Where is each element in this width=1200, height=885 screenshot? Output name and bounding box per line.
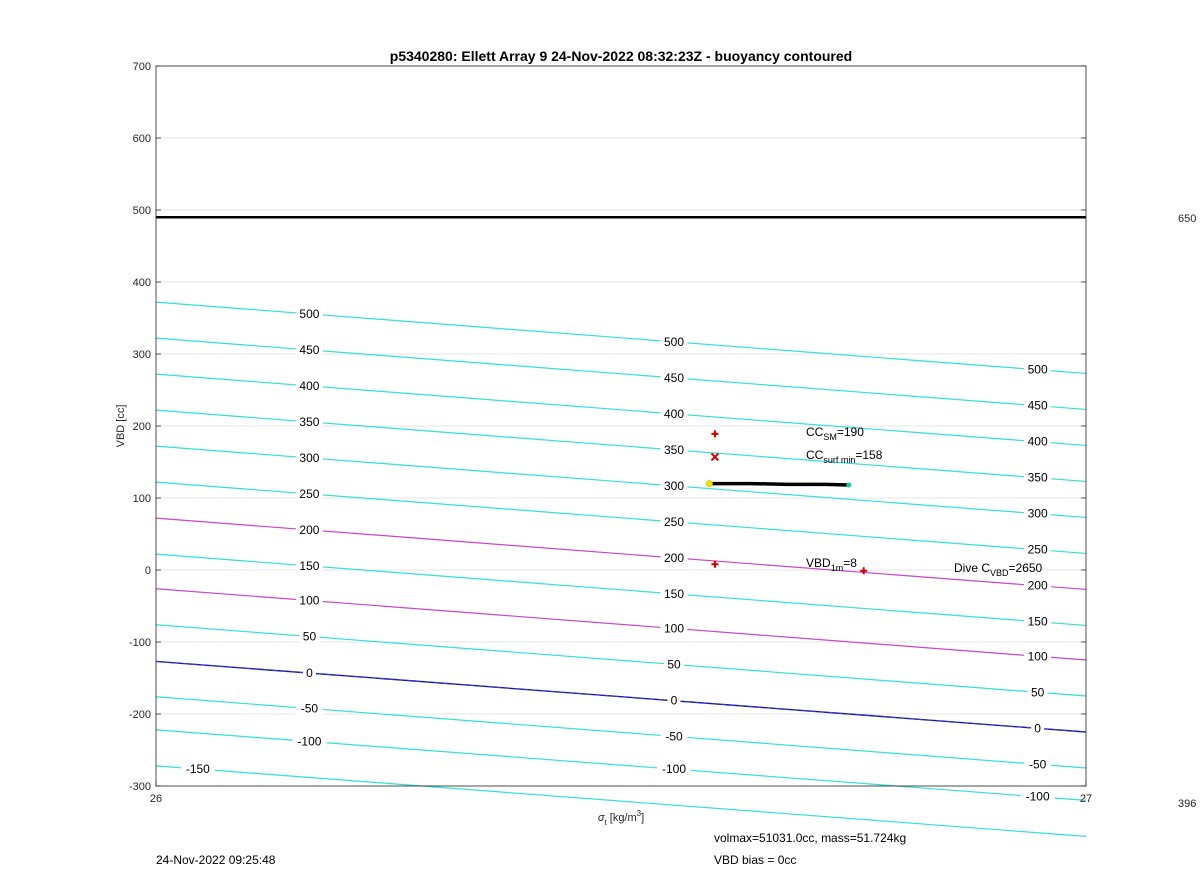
contour-label-1-450: 450 xyxy=(663,370,685,385)
y-tick-label-600: 600 xyxy=(132,133,151,145)
marker-label-pre: Dive C xyxy=(954,561,991,575)
contour-label-1-50: 50 xyxy=(667,657,681,672)
contour-label-1-200: 200 xyxy=(663,550,685,565)
marker-label-post: =158 xyxy=(855,448,883,462)
y-tick-label--100: -100 xyxy=(128,637,151,649)
contour-label-1-350: 350 xyxy=(663,442,685,457)
marker-label-post: =190 xyxy=(836,425,864,439)
contour-label-0-0: 0 xyxy=(306,666,313,681)
contour-label-2-50: 50 xyxy=(1030,685,1045,700)
contour-label-1-400: 400 xyxy=(663,406,685,421)
contour-label-2-250: 250 xyxy=(1027,542,1048,557)
marker-label-pre: CC xyxy=(806,425,824,439)
contour-label-0-300: 300 xyxy=(299,450,320,465)
marker-label-post: =2650 xyxy=(1008,561,1043,575)
contour-label-2-150: 150 xyxy=(1027,614,1048,629)
x-tick-label-26: 26 xyxy=(149,793,163,805)
contour-label-1--100: -100 xyxy=(661,762,687,777)
contour-label-1-100: 100 xyxy=(663,621,685,636)
contour-label-0-500: 500 xyxy=(299,306,320,321)
marker-label-sub: VBD xyxy=(990,568,1009,578)
marker-label-post: =8 xyxy=(843,556,857,570)
x-axis-label-superscript: 3 xyxy=(636,809,642,818)
dive-track-end xyxy=(846,483,851,488)
y-tick-label-500: 500 xyxy=(132,205,151,217)
contour-label-0-400: 400 xyxy=(299,378,320,393)
contour-label-2-450: 450 xyxy=(1027,398,1048,413)
contour-label-0--100: -100 xyxy=(297,734,322,749)
x-axis-label-unit: [kg/m xyxy=(606,812,637,824)
contour-label-0--50: -50 xyxy=(300,701,319,716)
marker-label-pre: CC xyxy=(806,448,824,462)
y-tick-label--200: -200 xyxy=(128,709,151,721)
contour-label-2-500: 500 xyxy=(1027,362,1048,377)
contour-label-1-250: 250 xyxy=(663,514,685,529)
marker-label-sub: 1m xyxy=(830,563,844,573)
contour-label-2--100: -100 xyxy=(1025,789,1050,804)
contour-label-1-300: 300 xyxy=(663,478,685,493)
contour-label-2-0: 0 xyxy=(1034,721,1041,736)
y-tick-label-200: 200 xyxy=(132,421,151,433)
contour-label-1-500: 500 xyxy=(663,334,685,349)
contour-label-1--50: -50 xyxy=(665,729,683,744)
contour-label-0-200: 200 xyxy=(299,522,320,537)
dive-track-line xyxy=(709,484,849,485)
x-axis-label-symbol: σ xyxy=(597,812,605,824)
contour-label-0-150: 150 xyxy=(299,558,320,573)
y-tick-label-700: 700 xyxy=(132,61,151,73)
footer-volmax: volmax=51031.0cc, mass=51.724kg xyxy=(714,831,907,845)
footer-timestamp: 24-Nov-2022 09:25:48 xyxy=(156,853,276,867)
right-label-bottom: 396 xyxy=(1178,798,1197,810)
y-tick-label--300: -300 xyxy=(128,781,151,793)
y-tick-label-0: 0 xyxy=(144,565,151,577)
contour-label-2-100: 100 xyxy=(1027,649,1048,664)
marker-label-pre: VBD xyxy=(806,556,831,570)
chart-title: p5340280: Ellett Array 9 24-Nov-2022 08:32:23Z - buoyancy contoured xyxy=(389,48,853,64)
contour-label-2--50: -50 xyxy=(1028,757,1047,772)
contour-label-0-100: 100 xyxy=(299,593,320,608)
contour-label-2-350: 350 xyxy=(1027,470,1048,485)
right-label-top: 650 xyxy=(1178,213,1197,225)
x-axis-label-close: ] xyxy=(641,812,645,824)
contour-label-1-150: 150 xyxy=(663,586,685,601)
contour-label-2-400: 400 xyxy=(1027,434,1048,449)
y-axis-label: VBD [cc] xyxy=(115,404,127,448)
contour-label-0-250: 250 xyxy=(299,486,320,501)
x-tick-label-27: 27 xyxy=(1079,793,1093,805)
x-axis-label-subscript: t xyxy=(604,818,607,827)
contour-label-0-350: 350 xyxy=(299,414,320,429)
footer-vbd-bias: VBD bias = 0cc xyxy=(714,853,797,867)
contour-label-0-450: 450 xyxy=(299,342,320,357)
contour-label-0-50: 50 xyxy=(302,629,317,644)
marker-label-sub: surf min xyxy=(823,455,856,465)
y-tick-label-100: 100 xyxy=(132,493,151,505)
contour-label-2-200: 200 xyxy=(1027,578,1048,593)
contour-label-1-0: 0 xyxy=(670,693,678,708)
marker-label-sub: SM xyxy=(823,432,837,442)
dive-track-start xyxy=(706,481,712,487)
contour-label-3--150: -150 xyxy=(185,762,210,777)
y-tick-label-400: 400 xyxy=(132,277,151,289)
y-tick-label-300: 300 xyxy=(132,349,151,361)
contour-label-2-300: 300 xyxy=(1027,506,1048,521)
